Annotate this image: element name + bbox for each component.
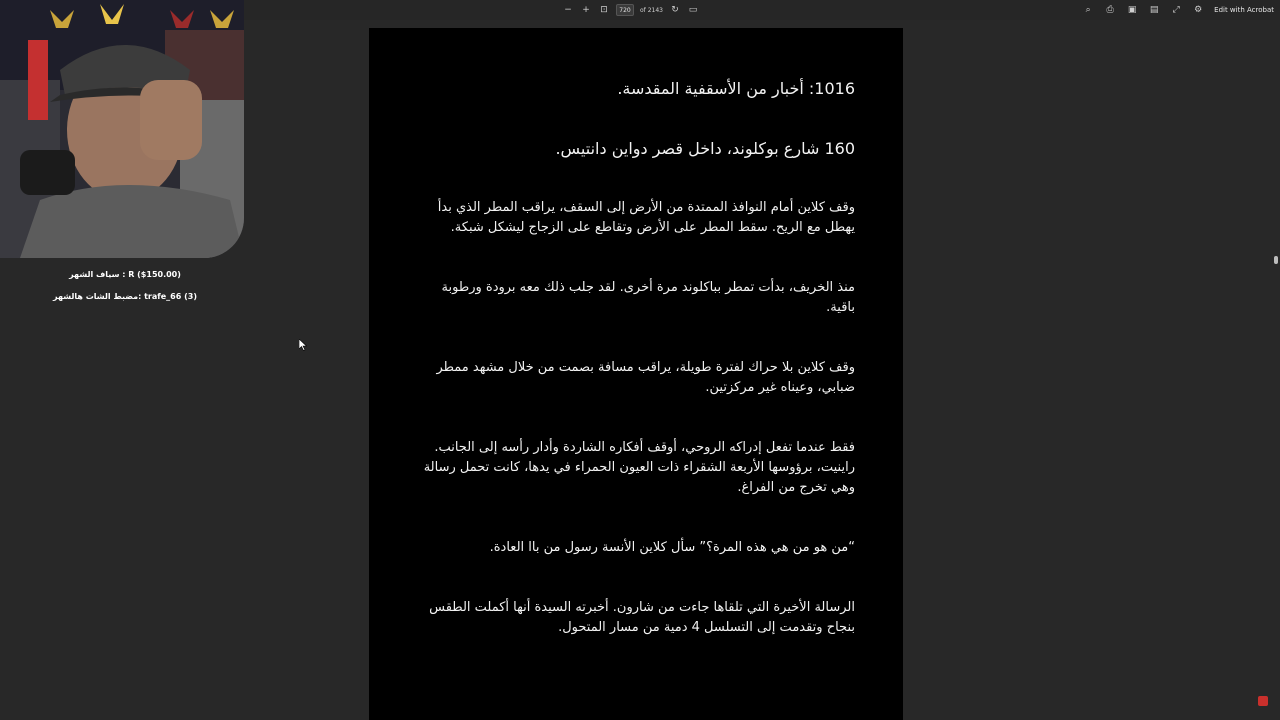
overlay-line-3 bbox=[0, 280, 250, 291]
overlay-line-1 bbox=[0, 258, 250, 269]
paragraph-1: وقف كلاين أمام النوافذ الممتدة من الأرض إلى السقف، يراقب المطر الذي بدأ يهطل مع الريح. سقط المطر على الأرض وتقاطع على الزجاج ليشكل شبكة. bbox=[437, 200, 855, 235]
paragraph-2: منذ الخريف، بدأت تمطر بباكلوند مرة أخرى. لقد جلب ذلك معه برودة ورطوبة باقية. bbox=[441, 280, 855, 315]
paragraph-4: فقط عندما تفعل إدراكه الروحي، أوقف أفكاره الشاردة وأدار رأسه إلى الجانب. راينيت، برؤوسها الأربعة الشقراء ذات العيون الحمراء في يدها، كانت تحمل رسالة وهي تخرج من الفراغ. bbox=[423, 440, 855, 495]
save-as-icon[interactable]: ▤ bbox=[1149, 4, 1159, 15]
pdf-page bbox=[369, 28, 903, 720]
acrobat-logo-icon[interactable] bbox=[1258, 696, 1268, 706]
paragraph-heading: 1016: أخبار من الأسقفية المقدسة. bbox=[617, 79, 855, 98]
page-view-icon[interactable]: ▭ bbox=[688, 4, 698, 15]
page-number-input[interactable] bbox=[616, 4, 634, 16]
settings-gear-icon[interactable]: ⚙ bbox=[1194, 4, 1203, 15]
save-icon[interactable]: ▣ bbox=[1127, 4, 1137, 15]
rotate-icon[interactable]: ↻ bbox=[671, 4, 679, 15]
paragraph-location: 160 شارع بوكلوند، داخل قصر دواين دانتيس. bbox=[555, 139, 855, 158]
stream-chat-overlay bbox=[0, 258, 250, 302]
page-total-label: of 2143 bbox=[640, 6, 663, 14]
toolbar-right-group bbox=[1082, 0, 1274, 20]
overlay-line-4: مضبط الشات هالشهر: trafe_66 (3) bbox=[53, 292, 197, 301]
zoom-in-icon[interactable]: + bbox=[582, 4, 590, 15]
webcam-scene-image bbox=[0, 0, 244, 258]
overlay-line-2: سياف الشهر : R ($150.00) bbox=[69, 270, 181, 279]
fit-page-icon[interactable]: ⊡ bbox=[600, 4, 608, 15]
paragraph-5: “من هو من هي هذه المرة؟” سأل كلاين الأنسة رسول من باا العادة. bbox=[489, 540, 855, 555]
scrollbar-thumb[interactable] bbox=[1274, 256, 1278, 264]
print-icon[interactable]: ⎙ bbox=[1106, 4, 1114, 15]
paragraph-6: الرسالة الأخيرة التي تلقاها جاءت من شارون. أخبرته السيدة أنها أكملت الطقس بنجاح وتقدمت إلى التسلسل 4 دمية من مسار المتحول. bbox=[429, 600, 855, 635]
paragraph-3: وقف كلاين بلا حراك لفترة طويلة، يراقب مسافة بصمت من خلال مشهد ممطر ضبابي، وعيناه غير مركزتين. bbox=[436, 360, 855, 395]
search-icon[interactable]: ⌕ bbox=[1085, 4, 1091, 15]
mouse-cursor-icon bbox=[299, 339, 307, 351]
webcam-overlay bbox=[0, 0, 244, 258]
edit-with-acrobat-button[interactable]: Edit with Acrobat bbox=[1214, 6, 1274, 14]
fullscreen-icon[interactable]: ⤢ bbox=[1172, 4, 1180, 15]
toolbar-center-group bbox=[562, 0, 699, 20]
zoom-out-icon[interactable]: − bbox=[564, 4, 572, 15]
